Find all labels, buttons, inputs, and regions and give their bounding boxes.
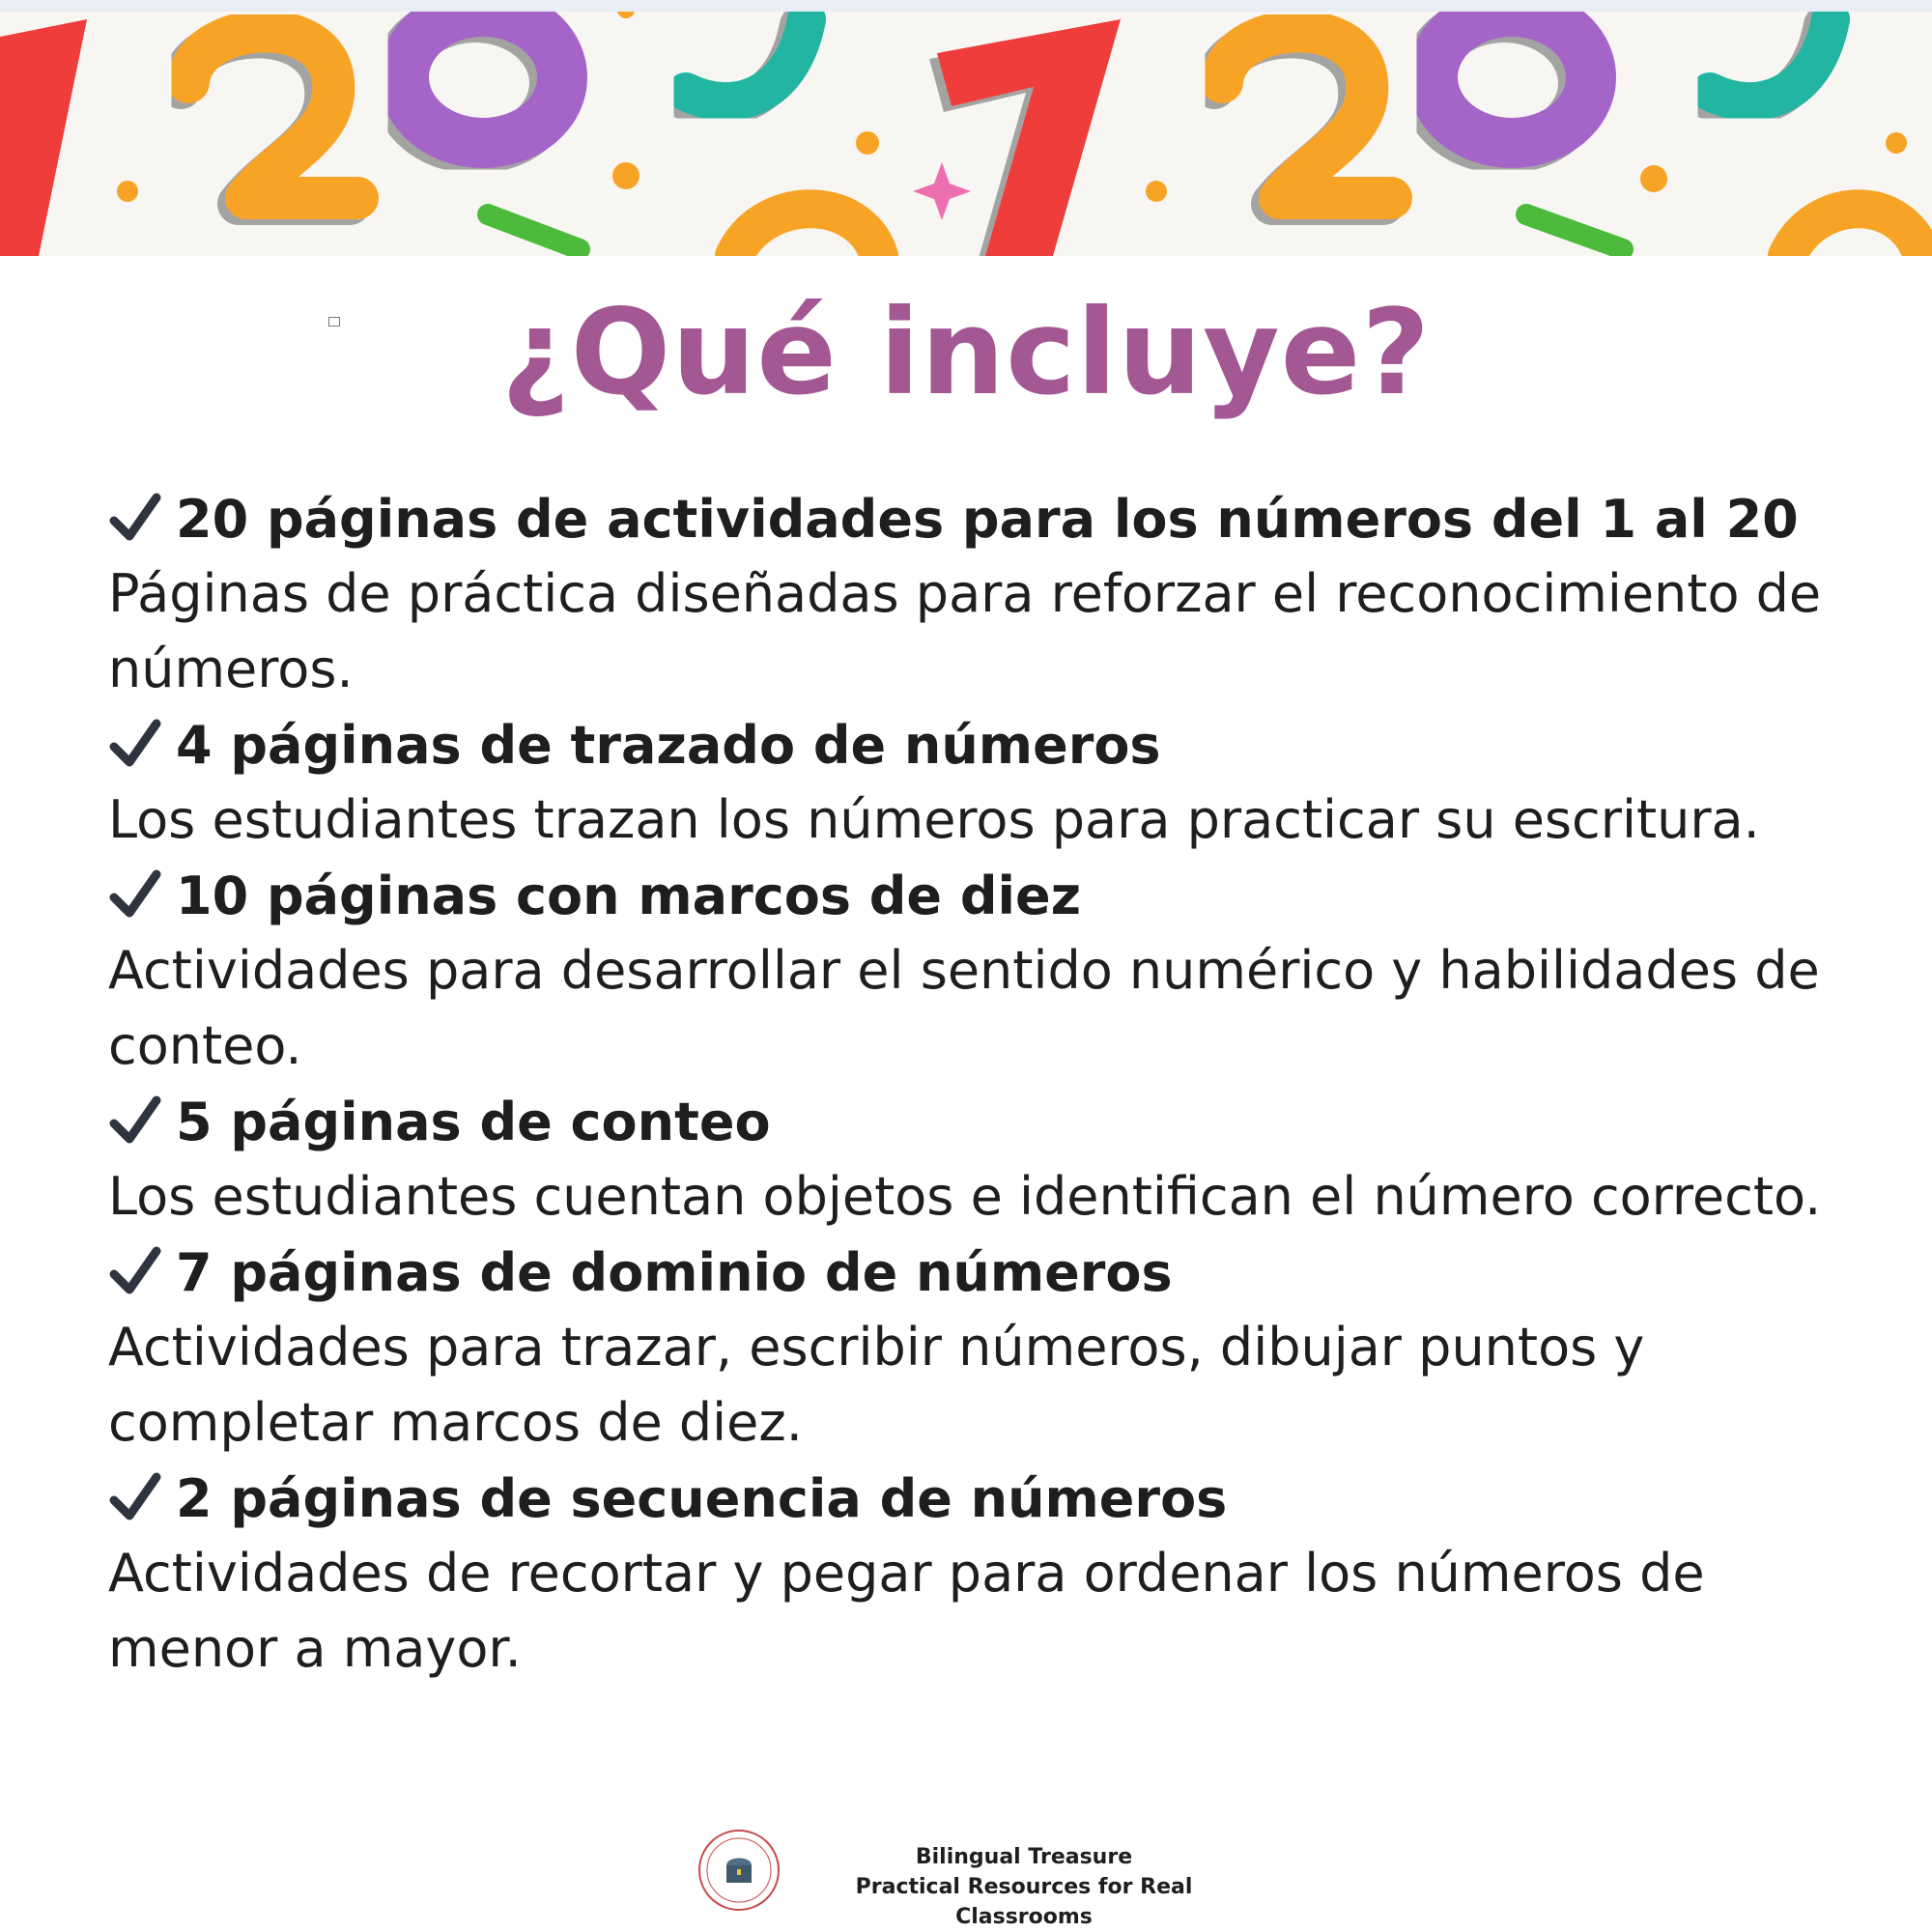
check-icon [108, 1094, 162, 1149]
item-heading-text: 5 páginas de conteo [176, 1091, 771, 1152]
list-item [108, 858, 1886, 1084]
item-heading-text: 4 páginas de trazado de números [176, 714, 1161, 776]
item-heading [108, 1235, 1886, 1310]
check-icon [108, 1245, 162, 1299]
item-description: Actividades para desarrollar el sentido numérico y habilidades de conteo. [108, 940, 1820, 1076]
banner-digit-zero [404, 12, 562, 143]
item-heading-text: 7 páginas de dominio de números [176, 1241, 1173, 1303]
banner-digit-seven [937, 19, 1121, 256]
treasure-chest-logo [697, 1829, 781, 1912]
item-description: Los estudiantes trazan los números para practicar su escritura. [108, 789, 1760, 850]
list-item [108, 1235, 1886, 1461]
number-banner [0, 0, 1932, 256]
item-heading-text: 20 páginas de actividades para los números del 1 al 20 [176, 488, 1799, 550]
item-heading [108, 1461, 1886, 1536]
list-item [108, 707, 1886, 858]
footer [0, 1821, 1932, 1929]
item-heading [108, 858, 1886, 933]
footer-tagline: Practical Resources for Real Classrooms [855, 1875, 1193, 1929]
item-heading [108, 481, 1886, 556]
page-title: ¿Qué incluye? [500, 284, 1432, 421]
item-description: Los estudiantes cuentan objetos e identifican el número correcto. [108, 1166, 1822, 1227]
list-item [108, 1084, 1886, 1235]
item-heading [108, 707, 1886, 782]
item-heading-text: 10 páginas con marcos de diez [176, 865, 1082, 926]
item-heading-text: 2 páginas de secuencia de números [176, 1467, 1228, 1529]
check-icon [108, 1471, 162, 1525]
footer-brand: Bilingual Treasure [915, 1845, 1133, 1869]
footer-text [802, 1842, 1246, 1932]
item-description: Páginas de práctica diseñadas para reforzar el reconocimiento de números. [108, 563, 1822, 699]
item-heading [108, 1084, 1886, 1159]
banner-digit-two [188, 31, 357, 198]
check-icon [108, 492, 162, 546]
item-description: Actividades para trazar, escribir números, dibujar puntos y completar marcos de diez. [108, 1317, 1645, 1453]
check-icon [108, 718, 162, 772]
included-items-list [108, 481, 1886, 1687]
banner-digit-one [0, 19, 87, 256]
item-description: Actividades de recortar y pegar para ordenar los números de menor a mayor. [108, 1543, 1705, 1679]
list-item [108, 1461, 1886, 1687]
list-item [108, 481, 1886, 707]
check-icon [108, 868, 162, 923]
